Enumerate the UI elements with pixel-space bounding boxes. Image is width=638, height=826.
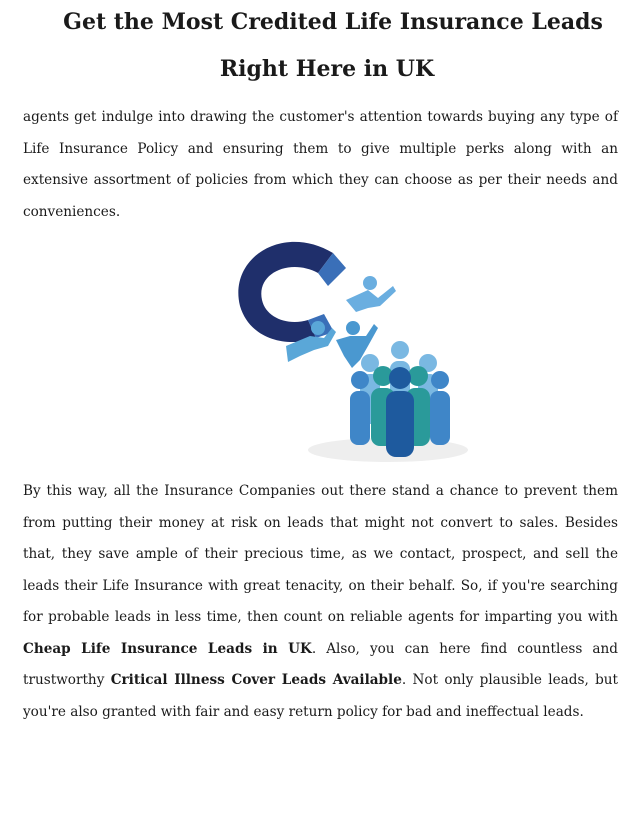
paragraph-intro: agents get indulge into drawing the customer's attention towards buying any type of Life Insurance Policy and ensuring them to give multiple perks along with an extensive assortment of policies from which they can choose as per their needs and conveniences.: [23, 109, 618, 220]
paragraph-main-part-3: . Not only plausible leads, but you're also granted with fair and easy return policy for bad and ineffectual leads.: [23, 672, 618, 720]
paragraph-main-part-1: By this way, all the Insurance Companies out there stand a chance to prevent them from putting their money at risk on leads that might not convert to sales. Besides that, they save ample of their precious time, as we contact, prospect, and sell the leads their Life Insurance with great tenacity, on their behalf. So, if you're searching for probable leads in less time, then count on reliable agents for imparting you with: [23, 483, 618, 625]
magnet-attracting-people-icon: [228, 228, 468, 466]
paragraph-main-part-2: . Also, you can here find countless and trustworthy: [23, 640, 618, 688]
bold-critical-illness-cover-leads: Critical Illness Cover Leads Available: [110, 672, 402, 688]
bold-link-cheap-life-insurance-leads: Cheap Life Insurance Leads in UK: [23, 640, 312, 657]
magnet-illustration: [228, 228, 468, 466]
paragraph-main: [23, 476, 618, 728]
page-title-line-1: Get the Most Credited Life Insurance Leads: [63, 9, 603, 35]
page-title-line-2: Right Here in UK: [219, 56, 435, 82]
